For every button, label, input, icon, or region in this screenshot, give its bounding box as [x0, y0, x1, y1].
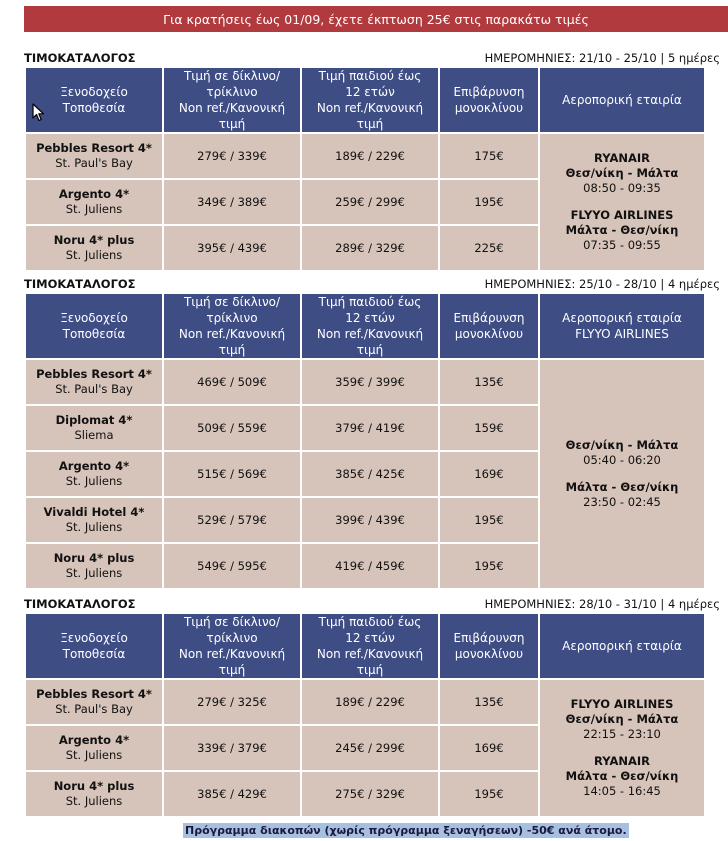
child-price-cell: 385€ / 425€ — [301, 451, 439, 497]
footer-note: Πρόγραμμα διακοπών (χωρίς πρόγραμμα ξεναγήσεων) -50€ ανά άτομο. — [185, 824, 627, 837]
hotel-cell: Noru 4* plus St. Juliens — [25, 543, 163, 589]
child-price-cell: 399€ / 439€ — [301, 497, 439, 543]
double-price-cell: 469€ / 509€ — [163, 359, 301, 405]
double-price-cell: 279€ / 339€ — [163, 133, 301, 179]
dates-label: ΗΜΕΡΟΜΗΝΙΕΣ: 25/10 - 28/10 | 4 ημέρες — [484, 277, 720, 291]
price-list-label: ΤΙΜΟΚΑΤΑΛΟΓΟΣ — [24, 277, 136, 291]
airline-info-cell: RYANAIR Θεσ/νίκη - Μάλτα 08:50 - 09:35 FLYYO AIRLINES Μάλτα - Θεσ/νίκη 07:35 - 09:55 — [539, 133, 705, 271]
header-child: Τιμή παιδιού έως 12 ετών Non ref./Κανονική τιμή — [301, 613, 439, 679]
child-price-cell: 379€ / 419€ — [301, 405, 439, 451]
airline-info-cell: FLYYO AIRLINES Θεσ/νίκη - Μάλτα 22:15 - 23:10 RYANAIR Μάλτα - Θεσ/νίκη 14:05 - 16:45 — [539, 679, 705, 817]
hotel-cell: Pebbles Resort 4* St. Paul's Bay — [25, 133, 163, 179]
single-supplement-cell: 195€ — [439, 179, 539, 225]
hotel-cell: Argento 4* St. Juliens — [25, 725, 163, 771]
price-table — [24, 612, 706, 818]
double-price-cell: 349€ / 389€ — [163, 179, 301, 225]
double-price-cell: 515€ / 569€ — [163, 451, 301, 497]
hotel-cell: Argento 4* St. Juliens — [25, 179, 163, 225]
child-price-cell: 419€ / 459€ — [301, 543, 439, 589]
header-hotel: Ξενοδοχείο Τοποθεσία — [25, 293, 163, 359]
child-price-cell: 259€ / 299€ — [301, 179, 439, 225]
header-hotel: Ξενοδοχείο Τοποθεσία — [25, 613, 163, 679]
section-heading — [24, 597, 728, 611]
child-price-cell: 245€ / 299€ — [301, 725, 439, 771]
header-single: Επιβάρυνση μονοκλίνου — [439, 613, 539, 679]
double-price-cell: 549€ / 595€ — [163, 543, 301, 589]
header-double: Τιμή σε δίκλινο/ τρίκλινο Non ref./Κανονική τιμή — [163, 293, 301, 359]
hotel-cell: Pebbles Resort 4* St. Paul's Bay — [25, 679, 163, 725]
double-price-cell: 385€ / 429€ — [163, 771, 301, 817]
header-child: Τιμή παιδιού έως 12 ετών Non ref./Κανονική τιμή — [301, 67, 439, 133]
header-hotel: Ξενοδοχείο Τοποθεσία — [25, 67, 163, 133]
header-single: Επιβάρυνση μονοκλίνου — [439, 293, 539, 359]
hotel-cell: Argento 4* St. Juliens — [25, 451, 163, 497]
price-list-label: ΤΙΜΟΚΑΤΑΛΟΓΟΣ — [24, 597, 136, 611]
hotel-cell: Vivaldi Hotel 4* St. Juliens — [25, 497, 163, 543]
price-table — [24, 66, 706, 272]
mouse-cursor-icon — [32, 103, 46, 123]
price-list-label: ΤΙΜΟΚΑΤΑΛΟΓΟΣ — [24, 51, 136, 65]
child-price-cell: 289€ / 329€ — [301, 225, 439, 271]
dates-label: ΗΜΕΡΟΜΗΝΙΕΣ: 28/10 - 31/10 | 4 ημέρες — [484, 597, 720, 611]
header-double: Τιμή σε δίκλινο/ τρίκλινο Non ref./Κανονική τιμή — [163, 613, 301, 679]
header-single: Επιβάρυνση μονοκλίνου — [439, 67, 539, 133]
single-supplement-cell: 159€ — [439, 405, 539, 451]
header-double: Τιμή σε δίκλινο/ τρίκλινο Non ref./Κανονική τιμή — [163, 67, 301, 133]
single-supplement-cell: 169€ — [439, 725, 539, 771]
section-heading — [24, 51, 728, 65]
single-supplement-cell: 169€ — [439, 451, 539, 497]
double-price-cell: 395€ / 439€ — [163, 225, 301, 271]
dates-label: ΗΜΕΡΟΜΗΝΙΕΣ: 21/10 - 25/10 | 5 ημέρες — [484, 51, 720, 65]
child-price-cell: 189€ / 229€ — [301, 679, 439, 725]
header-airline: Αεροπορική εταιρία FLYYO AIRLINES — [539, 293, 705, 359]
header-airline: Αεροπορική εταιρία — [539, 613, 705, 679]
single-supplement-cell: 175€ — [439, 133, 539, 179]
child-price-cell: 359€ / 399€ — [301, 359, 439, 405]
hotel-cell: Diplomat 4* Sliema — [25, 405, 163, 451]
hotel-cell: Pebbles Resort 4* St. Paul's Bay — [25, 359, 163, 405]
hotel-cell: Noru 4* plus St. Juliens — [25, 771, 163, 817]
price-table — [24, 292, 706, 590]
double-price-cell: 279€ / 325€ — [163, 679, 301, 725]
single-supplement-cell: 195€ — [439, 771, 539, 817]
table-row — [25, 679, 705, 725]
single-supplement-cell: 135€ — [439, 679, 539, 725]
airline-info-cell: Θεσ/νίκη - Μάλτα 05:40 - 06:20 Μάλτα - Θεσ/νίκη 23:50 - 02:45 — [539, 359, 705, 589]
child-price-cell: 189€ / 229€ — [301, 133, 439, 179]
double-price-cell: 529€ / 579€ — [163, 497, 301, 543]
single-supplement-cell: 135€ — [439, 359, 539, 405]
single-supplement-cell: 195€ — [439, 543, 539, 589]
double-price-cell: 339€ / 379€ — [163, 725, 301, 771]
child-price-cell: 275€ / 329€ — [301, 771, 439, 817]
header-child: Τιμή παιδιού έως 12 ετών Non ref./Κανονική τιμή — [301, 293, 439, 359]
table-row — [25, 133, 705, 179]
discount-banner: Για κρατήσεις έως 01/09, έχετε έκπτωση 25€ στις παρακάτω τιμές — [24, 6, 728, 32]
hotel-cell: Noru 4* plus St. Juliens — [25, 225, 163, 271]
header-airline: Αεροπορική εταιρία — [539, 67, 705, 133]
section-heading — [24, 277, 728, 291]
single-supplement-cell: 225€ — [439, 225, 539, 271]
double-price-cell: 509€ / 559€ — [163, 405, 301, 451]
single-supplement-cell: 195€ — [439, 497, 539, 543]
table-row — [25, 359, 705, 405]
